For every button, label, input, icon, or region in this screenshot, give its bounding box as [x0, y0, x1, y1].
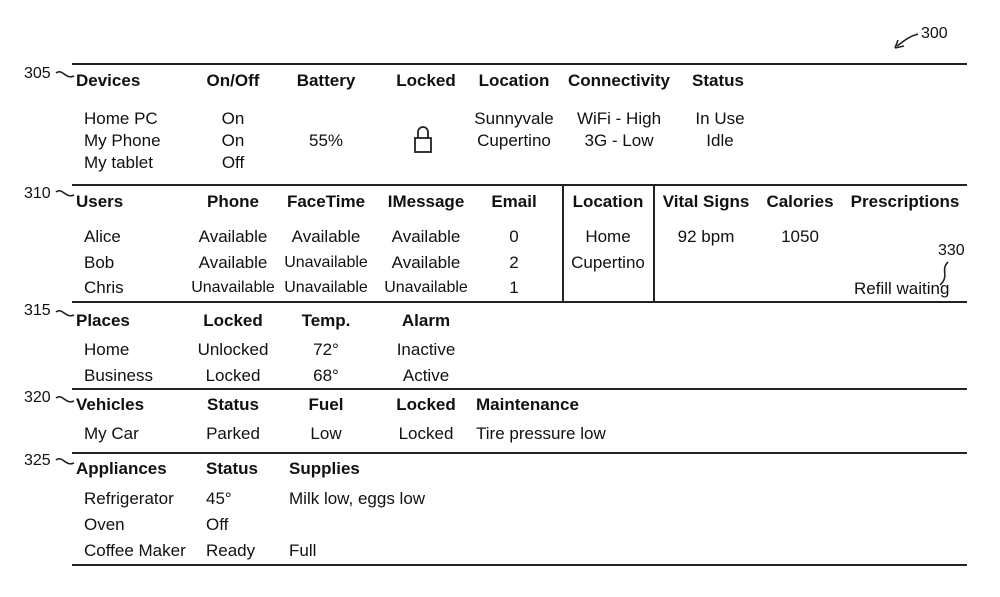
leader-305: [56, 72, 74, 77]
place-name: Home: [84, 340, 130, 359]
user-calories: 1050: [781, 227, 819, 246]
header-devices: Devices: [76, 71, 141, 90]
user-email: 2: [509, 253, 519, 272]
section-ref-appliances: 325: [24, 452, 51, 469]
device-name: My tablet: [84, 153, 153, 172]
device-location: Cupertino: [477, 131, 551, 150]
vehicle-locked: Locked: [398, 424, 454, 443]
user-facetime: Unavailable: [284, 254, 368, 271]
header-imessage: IMessage: [387, 192, 465, 211]
header-locked: Locked: [396, 71, 456, 90]
section-ref-devices: 305: [24, 65, 51, 82]
header-vehicles: Vehicles: [76, 395, 145, 414]
place-alarm: Inactive: [396, 340, 456, 359]
user-email: 0: [509, 227, 519, 246]
user-name: Chris: [84, 278, 124, 297]
header-user-location: Location: [572, 192, 644, 211]
user-imessage: Unavailable: [384, 279, 468, 296]
place-name: Business: [84, 366, 153, 385]
device-onoff: Off: [221, 153, 245, 172]
device-name: Home PC: [84, 109, 158, 128]
prescription-ref-label: 330: [938, 242, 965, 259]
user-name: Alice: [84, 227, 121, 246]
user-name: Bob: [84, 253, 115, 272]
user-phone: Unavailable: [191, 279, 275, 296]
user-imessage: Available: [391, 253, 461, 272]
place-locked: Unlocked: [197, 340, 269, 359]
appliance-status: Ready: [206, 541, 256, 560]
place-locked: Locked: [205, 366, 261, 385]
section-ref-users: 310: [24, 185, 51, 202]
user-location: Cupertino: [571, 253, 645, 272]
leader-315: [56, 311, 74, 316]
place-temp: 72°: [313, 340, 339, 359]
header-vehicle-locked: Locked: [396, 395, 456, 414]
user-imessage: Available: [391, 227, 461, 246]
vehicle-name: My Car: [84, 424, 139, 443]
section-ref-places: 315: [24, 302, 51, 319]
appliance-status: Off: [206, 515, 229, 534]
header-alarm: Alarm: [401, 311, 451, 330]
header-facetime: FaceTime: [286, 192, 366, 211]
header-location: Location: [478, 71, 550, 90]
appliance-name: Refrigerator: [84, 489, 174, 508]
vehicle-fuel: Low: [310, 424, 342, 443]
header-maintenance: Maintenance: [476, 395, 579, 414]
user-vital-signs: 92 bpm: [677, 227, 735, 246]
header-appliance-status: Status: [206, 459, 258, 478]
device-connectivity: WiFi - High: [576, 109, 662, 128]
leader-320: [56, 397, 74, 402]
header-places: Places: [76, 311, 130, 330]
header-phone: Phone: [207, 192, 259, 211]
user-facetime: Unavailable: [284, 279, 368, 296]
user-location: Home: [585, 227, 631, 246]
device-status: Idle: [706, 131, 734, 150]
user-phone: Available: [198, 227, 268, 246]
appliance-supplies: Full: [289, 541, 317, 560]
appliance-supplies: Milk low, eggs low: [289, 489, 426, 508]
header-vehicle-status: Status: [207, 395, 259, 414]
header-supplies: Supplies: [289, 459, 360, 478]
header-calories: Calories: [766, 192, 834, 211]
header-email: Email: [491, 192, 537, 211]
header-onoff: On/Off: [206, 71, 260, 90]
device-onoff: On: [221, 109, 245, 128]
leader-310: [56, 191, 74, 196]
place-temp: 68°: [313, 366, 339, 385]
vehicle-maintenance: Tire pressure low: [476, 424, 606, 443]
leader-325: [56, 459, 74, 464]
figure-ref-label: 300: [921, 25, 948, 42]
header-prescriptions: Prescriptions: [850, 192, 960, 211]
header-appliances: Appliances: [76, 459, 167, 478]
header-fuel: Fuel: [308, 395, 344, 414]
user-prescription: Refill waiting: [854, 279, 950, 298]
user-phone: Available: [198, 253, 268, 272]
device-status: In Use: [695, 109, 745, 128]
header-status: Status: [692, 71, 744, 90]
lock-icon: [415, 127, 431, 152]
header-users: Users: [76, 192, 124, 211]
device-name: My Phone: [84, 131, 161, 150]
appliance-status: 45°: [206, 489, 232, 508]
device-battery: 55%: [308, 131, 344, 150]
vehicle-status: Parked: [206, 424, 260, 443]
device-onoff: On: [221, 131, 245, 150]
section-ref-vehicles: 320: [24, 389, 51, 406]
header-battery: Battery: [296, 71, 356, 90]
header-temp: Temp.: [301, 311, 351, 330]
device-location: Sunnyvale: [474, 109, 554, 128]
user-email: 1: [509, 278, 519, 297]
device-connectivity: 3G - Low: [584, 131, 654, 150]
appliance-name: Oven: [84, 515, 125, 534]
header-connectivity: Connectivity: [567, 71, 671, 90]
header-place-locked: Locked: [203, 311, 263, 330]
header-vital-signs: Vital Signs: [662, 192, 750, 211]
user-facetime: Available: [291, 227, 361, 246]
place-alarm: Active: [402, 366, 450, 385]
appliance-name: Coffee Maker: [84, 541, 186, 560]
